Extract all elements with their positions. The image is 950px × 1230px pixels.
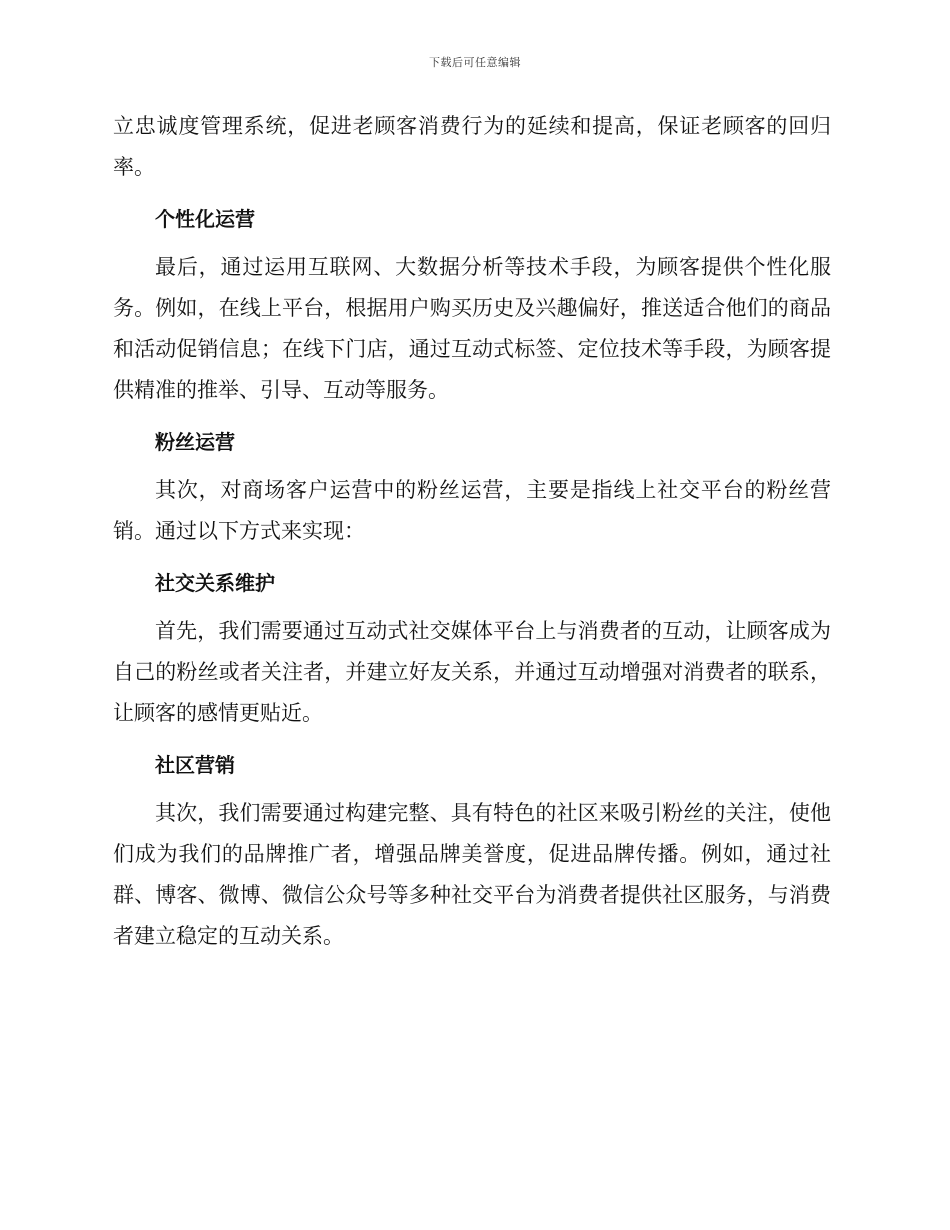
heading-personalized-operation: 个性化运营 bbox=[155, 207, 255, 231]
page-header: 下载后可任意编辑 bbox=[429, 56, 521, 69]
heading-fan-operation: 粉丝运营 bbox=[155, 430, 235, 454]
fan-operation-paragraph: 其次，对商场客户运营中的粉丝运营，主要是指线上社交平台的粉丝营销。通过以下方式来实现： bbox=[113, 478, 831, 543]
intro-paragraph: 立忠诚度管理系统，促进老顾客消费行为的延续和提高，保证老顾客的回归率。 bbox=[113, 114, 831, 179]
personalized-operation-paragraph: 最后，通过运用互联网、大数据分析等技术手段，为顾客提供个性化服务。例如，在线上平台，根据用户购买历史及兴趣偏好，推送适合他们的商品和活动促销信息；在线下门店，通过互动式标签、定位技术等手段，为顾客提供精准的推举、引导、互动等服务。 bbox=[113, 255, 831, 402]
heading-community-marketing: 社区营销 bbox=[155, 753, 235, 777]
community-marketing-paragraph: 其次，我们需要通过构建完整、具有特色的社区来吸引粉丝的关注，使他们成为我们的品牌推广者，增强品牌美誉度，促进品牌传播。例如，通过社群、博客、微博、微信公众号等多种社交平台为消费者提供社区服务，与消费者建立稳定的互动关系。 bbox=[113, 801, 831, 948]
heading-social-relations: 社交关系维护 bbox=[155, 571, 275, 595]
document-body bbox=[113, 106, 831, 957]
social-relations-paragraph: 首先，我们需要通过互动式社交媒体平台上与消费者的互动，让顾客成为自己的粉丝或者关注者，并建立好友关系，并通过互动增强对消费者的联系，让顾客的感情更贴近。 bbox=[113, 619, 831, 725]
